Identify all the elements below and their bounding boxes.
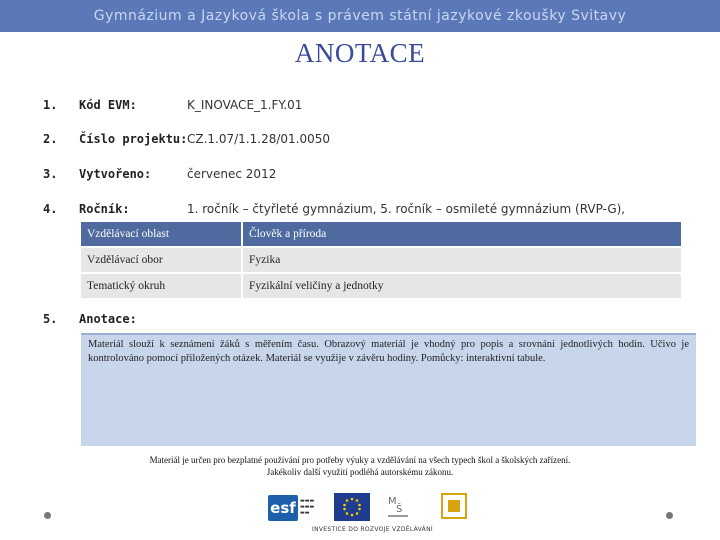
field-number: 3. — [43, 167, 58, 181]
anotace-box — [81, 333, 696, 446]
school-name: Gymnázium a Jazyková škola s právem státní jazykové zkoušky Svitavy — [93, 8, 627, 24]
sponsor-logos — [268, 490, 478, 535]
field-label: Kód EVM: — [79, 98, 137, 112]
bullet-dot-icon — [44, 512, 51, 519]
footer-line: Materiál je určen pro bezplatné používání pro potřeby výuky a vzdělávání na všech typech škol a školských zařízení. — [149, 455, 571, 465]
field-number: 4. — [43, 202, 58, 216]
table-row — [81, 248, 681, 272]
page-title: ANOTACE — [294, 38, 426, 68]
field-label: Anotace: — [79, 312, 137, 326]
svg-text:Š: Š — [396, 504, 403, 515]
eu-flag-icon — [334, 493, 370, 521]
field-value: 1. ročník – čtyřleté gymnázium, 5. ročník – osmileté gymnázium (RVP-G), — [187, 202, 626, 216]
field-number: 5. — [43, 312, 58, 326]
table-cell: Vzdělávací oblast — [81, 222, 241, 246]
field-label: Ročník: — [79, 202, 130, 216]
logos-caption: INVESTICE DO ROZVOJE VZDĚLÁVÁNÍ — [312, 526, 433, 533]
field-value: CZ.1.07/1.1.28/01.0050 — [187, 132, 331, 146]
svg-text:M: M — [388, 496, 397, 507]
esf-subtitle-icon: ▬▬▬ ▬▬▬ ▬▬ — [300, 498, 315, 516]
field-number: 1. — [43, 98, 58, 112]
table-cell: Fyzikální veličiny a jednotky — [243, 274, 681, 298]
footer-line: Jakékoliv další využití podléhá autorskému zákonu. — [266, 467, 454, 477]
field-value: K_INOVACE_1.FY.01 — [187, 98, 303, 112]
esf-logo-icon: esf — [268, 495, 298, 521]
table-cell: Tematický okruh — [81, 274, 241, 298]
table-cell: Fyzika — [243, 248, 681, 272]
field-number: 2. — [43, 132, 58, 146]
op-vk-logo-icon — [440, 492, 468, 520]
anotace-text: Materiál slouží k seznámení žáků s měřením času. Obrazový materiál je vhodný pro popis a srovnání jednotlivých hodin. Učivo je kontrolováno pomocí přiložených otázek. Materiál se využije v závěru hodiny. Pomůcky: interaktivní tabule. — [88, 339, 689, 364]
field-value: červenec 2012 — [187, 167, 277, 181]
field-label: Vytvořeno: — [79, 167, 152, 181]
table-cell: Člověk a příroda — [243, 222, 681, 246]
field-label: Číslo projektu: — [79, 132, 188, 146]
bullet-dot-icon — [666, 512, 673, 519]
table-row — [81, 274, 681, 298]
msmt-logo-icon — [386, 490, 412, 520]
table-cell: Vzdělávací obor — [81, 248, 241, 272]
subject-table — [79, 220, 683, 300]
footer-note — [100, 454, 620, 478]
table-row — [81, 222, 681, 246]
